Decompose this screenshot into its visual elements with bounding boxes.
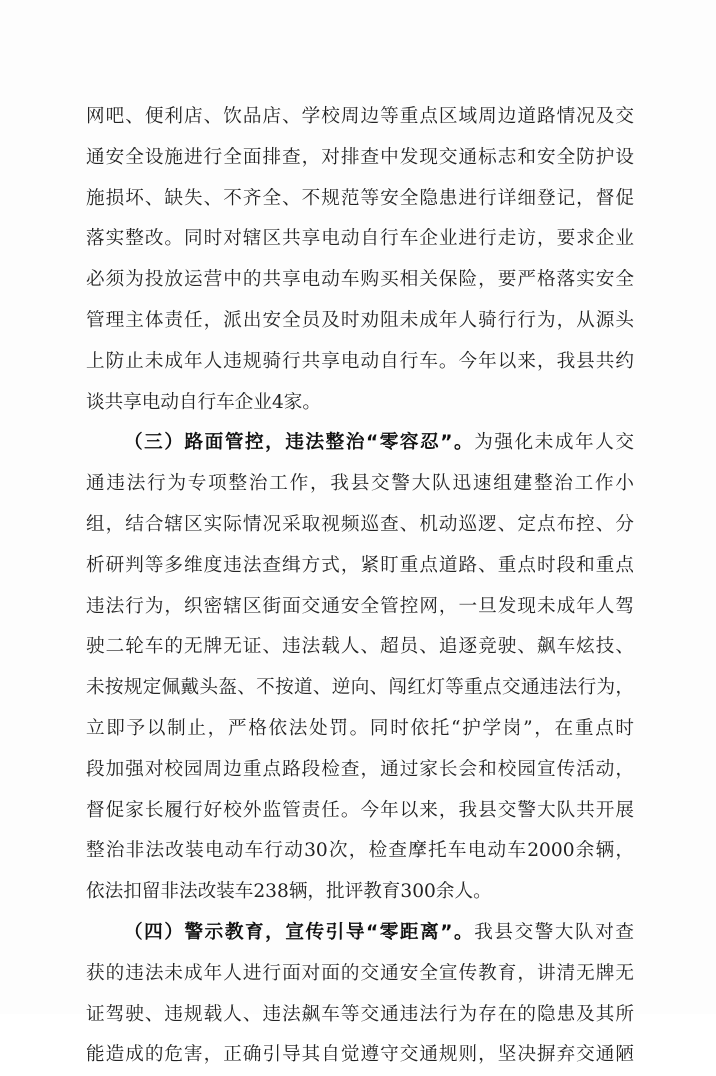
text-line (86, 791, 634, 832)
text-line (86, 423, 634, 464)
text-line (86, 913, 634, 954)
text-line (86, 505, 634, 546)
line-text: 组，结合辖区实际情况采取视频巡查、机动巡逻、定点布控、分 (86, 513, 634, 535)
line-text: 上防止未成年人违规骑行共享电动自行车。今年以来，我县共约 (86, 350, 634, 372)
line-text: 落实整改。同时对辖区共享电动自行车企业进行走访，要求企业 (86, 228, 634, 250)
line-text: 驶二轮车的无牌无证、违法载人、超员、追逐竞驶、飙车炫技、 (86, 636, 634, 658)
text-line (86, 995, 634, 1036)
line-text: 违法行为，织密辖区街面交通安全管控网，一旦发现未成年人驾 (86, 595, 634, 617)
section-heading: （四）警示教育，宣传引导“零距离”。 (124, 921, 475, 943)
text-line (86, 260, 634, 301)
text-line (86, 872, 634, 913)
document-body (86, 97, 634, 1076)
line-text: 通安全设施进行全面排查，对排查中发现交通标志和安全防护设 (86, 146, 634, 168)
line-text: 未按规定佩戴头盔、不按道、逆向、闯红灯等重点交通违法行为， (86, 677, 634, 699)
line-text: 管理主体责任，派出安全员及时劝阻未成年人骑行行为，从源头 (86, 309, 634, 331)
text-line (86, 342, 634, 383)
line-text: 通违法行为专项整治工作，我县交警大队迅速组建整治工作小 (86, 473, 634, 495)
line-text: 获的违法未成年人进行面对面的交通安全宣传教育，讲清无牌无 (86, 962, 634, 984)
text-line (86, 546, 634, 587)
text-line (86, 219, 634, 260)
text-line (86, 587, 634, 628)
line-text: 谈共享电动自行车企业4家。 (86, 391, 321, 413)
text-line (86, 179, 634, 220)
line-text: 督促家长履行好校外监管责任。今年以来，我县交警大队共开展 (86, 799, 634, 821)
line-text: 必须为投放运营中的共享电动车购买相关保险，要严格落实安全 (86, 269, 634, 291)
line-text: 我县交警大队对查 (474, 921, 634, 943)
text-line (86, 709, 634, 750)
line-text: 网吧、便利店、饮品店、学校周边等重点区域周边道路情况及交 (86, 106, 634, 127)
text-line (86, 301, 634, 342)
line-text: 证驾驶、违规载人、违法飙车等交通违法行为存在的隐患及其所 (86, 1003, 634, 1025)
text-line (86, 831, 634, 872)
line-text: 立即予以制止，严格依法处罚。同时依托“护学岗”，在重点时 (86, 717, 634, 739)
line-text: 能造成的危害，正确引导其自觉遵守交通规则，坚决摒弃交通陋 (86, 1044, 634, 1066)
text-line (86, 750, 634, 791)
line-text: 析研判等多维度违法查缉方式，紧盯重点道路、重点时段和重点 (86, 554, 634, 576)
text-line (86, 97, 634, 138)
line-text: 依法扣留非法改装车238辆，批评教育300余人。 (86, 881, 492, 903)
line-text: 段加强对校园周边重点路段检查，通过家长会和校园宣传活动， (86, 758, 634, 780)
text-line (86, 627, 634, 668)
text-line (86, 668, 634, 709)
text-line (86, 1035, 634, 1076)
text-line (86, 138, 634, 179)
section-heading: （三）路面管控，违法整治“零容忍”。 (124, 432, 475, 454)
line-text: 整治非法改装电动车行动30次，检查摩托车电动车2000余辆， (86, 840, 634, 862)
text-line (86, 383, 634, 424)
line-text: 施损坏、缺失、不齐全、不规范等安全隐患进行详细登记，督促 (86, 187, 634, 209)
text-line (86, 954, 634, 995)
text-line (86, 464, 634, 505)
line-text: 为强化未成年人交 (474, 432, 634, 454)
